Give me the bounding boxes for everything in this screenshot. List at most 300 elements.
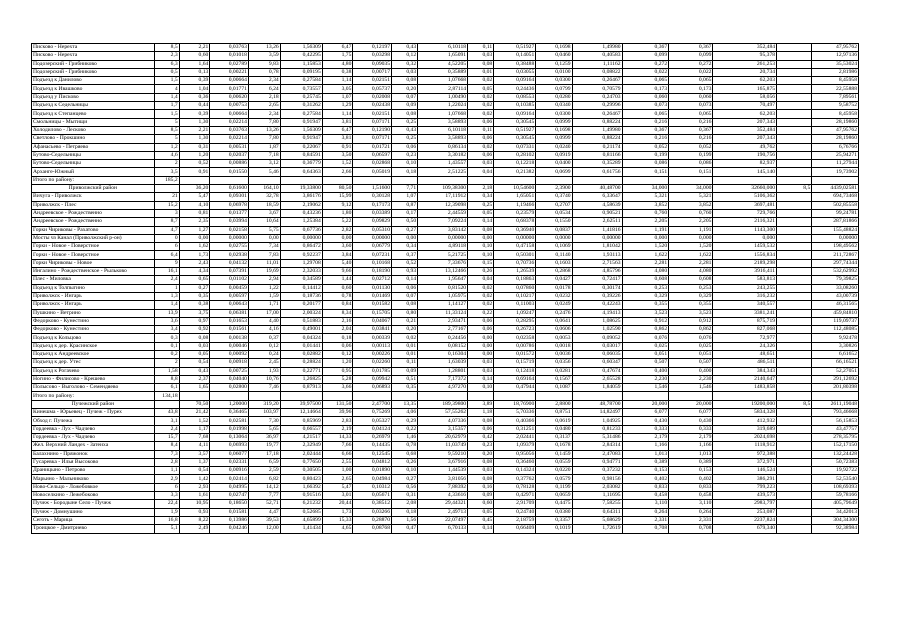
value-cell	[777, 525, 812, 533]
value-cell	[210, 392, 249, 400]
value-cell: 14,33	[322, 433, 353, 441]
value-cell	[179, 176, 210, 184]
value-cell: 1,25384	[280, 218, 322, 226]
value-cell: 0,02151	[353, 110, 392, 118]
value-cell: 1,46	[392, 433, 418, 441]
value-cell: 59,78166	[812, 492, 859, 500]
value-cell: 2,43	[179, 259, 210, 267]
value-cell: 0,78128	[494, 483, 536, 491]
value-cell: 0,05019	[353, 168, 392, 176]
value-cell: 22,55888	[812, 85, 859, 93]
value-cell	[248, 176, 280, 184]
value-cell: 0,34	[392, 243, 418, 251]
value-cell: 0,0053	[536, 334, 572, 342]
value-cell: 0,60	[322, 284, 353, 292]
value-cell	[777, 516, 812, 524]
value-cell: 0,00339	[353, 334, 392, 342]
value-cell: 2,4	[154, 276, 179, 284]
value-cell: 0,03	[468, 467, 494, 475]
value-cell: 0,14	[468, 375, 494, 383]
value-cell: 8,5	[154, 44, 179, 52]
value-cell: 4,11	[179, 442, 210, 450]
value-cell: 0,42243	[572, 301, 622, 309]
value-cell: 47,95762	[812, 126, 859, 134]
table-row	[32, 143, 859, 151]
value-cell: 384,343	[713, 367, 777, 375]
value-cell: 20,44	[322, 500, 353, 508]
row-name-cell: Подъезд к Ивашково	[32, 85, 155, 93]
value-cell: 1,65051	[494, 193, 536, 201]
value-cell: 1,4	[154, 93, 179, 101]
value-cell: 0,49001	[280, 326, 322, 334]
table-row	[32, 525, 859, 533]
value-cell: 0,912	[622, 317, 669, 325]
value-cell: 0,27	[392, 475, 418, 483]
value-cell: 0,458	[669, 492, 713, 500]
value-cell: 0,02712	[353, 276, 392, 284]
value-cell: 2,32033	[280, 268, 322, 276]
value-cell: 0,36	[179, 93, 210, 101]
value-cell: 0,01771	[210, 85, 249, 93]
value-cell: 0,0400	[536, 160, 572, 168]
value-cell: 0,84591	[280, 151, 322, 159]
value-cell: 0,14	[392, 276, 418, 284]
value-cell	[777, 301, 812, 309]
value-cell	[777, 342, 812, 350]
value-cell: 0,51	[392, 375, 418, 383]
value-cell: 0,051	[622, 350, 669, 358]
value-cell: 0,64363	[280, 168, 322, 176]
value-cell: 0,22	[468, 309, 494, 317]
value-cell	[777, 492, 812, 500]
value-cell: 0,88224	[572, 135, 622, 143]
value-cell: 0,076	[669, 334, 713, 342]
value-cell: 9,59210	[418, 450, 468, 458]
value-cell: 0,03266	[353, 508, 392, 516]
row-name-cell: Итого по району:	[32, 176, 155, 184]
value-cell: 0,458	[622, 492, 669, 500]
value-cell	[777, 317, 812, 325]
value-cell: 72,977	[713, 334, 777, 342]
value-cell: 0,20	[392, 326, 418, 334]
value-cell: 0,00597	[210, 292, 249, 300]
value-cell: 0,760	[622, 209, 669, 217]
value-cell: 112,48085	[812, 326, 859, 334]
table-row	[32, 342, 859, 350]
table-row	[32, 384, 859, 392]
value-cell: 6,70133	[418, 525, 468, 533]
value-cell: 0,608	[622, 276, 669, 284]
value-cell: 43,8	[154, 409, 179, 417]
value-cell: 0,06779	[353, 243, 392, 251]
value-cell: 1,20	[322, 359, 353, 367]
value-cell: 0,060	[622, 93, 669, 101]
value-cell: 0,24703	[572, 93, 622, 101]
value-cell: 0,38512	[353, 500, 392, 508]
value-cell: 4,52205	[418, 60, 468, 68]
value-cell: 0,02868	[353, 160, 392, 168]
value-cell: 0,00000	[572, 234, 622, 242]
value-cell: 0,27	[179, 284, 210, 292]
value-cell: 0,08	[468, 458, 494, 466]
table-row	[32, 85, 859, 93]
value-cell: 22,07497	[418, 516, 468, 524]
value-cell: 7,09224	[418, 218, 468, 226]
value-cell	[777, 102, 812, 110]
table-row	[32, 168, 859, 176]
value-cell: 8,5	[777, 400, 812, 408]
value-cell: 0,1087	[536, 384, 572, 392]
value-cell: 0,18190	[353, 268, 392, 276]
table-row	[32, 392, 859, 400]
value-cell: 36,97	[248, 433, 280, 441]
value-cell: 0,216	[622, 135, 669, 143]
value-cell: 0,086	[622, 160, 669, 168]
value-cell: 1,51600	[353, 185, 392, 193]
value-cell: 2,44559	[418, 209, 468, 217]
value-cell: 0,05737	[353, 85, 392, 93]
value-cell: 8,22	[179, 516, 210, 524]
value-cell: 0,78	[322, 292, 353, 300]
value-cell: 0,07860	[494, 284, 536, 292]
value-cell: 0,09035	[353, 60, 392, 68]
value-cell: 0,06	[468, 118, 494, 126]
value-cell: 15,7	[154, 433, 179, 441]
value-cell: 0,34	[468, 193, 494, 201]
value-cell: 82,937	[713, 160, 777, 168]
value-cell: 1,04	[179, 85, 210, 93]
value-cell: 2,179	[669, 433, 713, 441]
row-name-cell: Светлово - Прокшино	[32, 135, 155, 143]
value-cell: 0,0280	[536, 93, 572, 101]
value-cell: 4,89118	[418, 243, 468, 251]
value-cell: 0,18863	[494, 276, 536, 284]
value-cell: 0,0837	[536, 226, 572, 234]
value-cell: 2,4	[154, 425, 179, 433]
value-cell: 70,497	[713, 102, 777, 110]
value-cell: 0,05310	[353, 226, 392, 234]
value-cell: 0,264	[669, 508, 713, 516]
value-cell: 3,86176	[280, 193, 322, 201]
value-cell: 0,13064	[210, 433, 249, 441]
value-cell: 0,02358	[494, 334, 536, 342]
value-cell: 21	[154, 193, 179, 201]
table-row	[32, 201, 859, 209]
value-cell: 0,086	[669, 160, 713, 168]
value-cell: 0,01572	[494, 350, 536, 358]
table-row	[32, 276, 859, 284]
value-cell: 108,69393	[812, 483, 859, 491]
value-cell: 0,01721	[353, 143, 392, 151]
value-cell: 0,253	[669, 284, 713, 292]
value-cell: 1,80	[322, 209, 353, 217]
value-cell: 0,01581	[210, 508, 249, 516]
value-cell: 0,13986	[210, 516, 249, 524]
value-cell: 1,73	[179, 251, 210, 259]
value-cell: 1,22024	[418, 102, 468, 110]
value-cell: 2,93	[179, 483, 210, 491]
value-cell: 0,00113	[353, 342, 392, 350]
value-cell	[777, 77, 812, 85]
value-cell: 1,75	[322, 52, 353, 60]
value-cell	[777, 417, 812, 425]
value-cell: 0,04812	[353, 458, 392, 466]
value-cell: 0	[154, 234, 179, 242]
value-cell: 95,378	[713, 52, 777, 60]
value-cell: 0,02938	[210, 251, 249, 259]
value-cell: 0,367	[669, 44, 713, 52]
value-cell: 3,852	[669, 201, 713, 209]
value-cell: 12,97136	[812, 52, 859, 60]
value-cell: 0,00	[248, 234, 280, 242]
value-cell: 0,00	[468, 350, 494, 358]
value-cell: 0,40583	[572, 52, 622, 60]
value-cell: 0,0340	[536, 102, 572, 110]
value-cell: 0,31	[179, 143, 210, 151]
value-cell	[777, 442, 812, 450]
value-cell: 0,42971	[494, 492, 536, 500]
value-cell: 1,07	[322, 93, 353, 101]
value-cell: 3697,481	[713, 201, 777, 209]
value-cell: 0,3137	[536, 433, 572, 441]
value-cell: 0,36465	[210, 409, 249, 417]
value-cell: 0,10312	[353, 483, 392, 491]
value-cell: 0,2868	[536, 268, 572, 276]
row-name-cell: Подъезд к Кольцово	[32, 334, 155, 342]
value-cell: 39,96	[322, 409, 353, 417]
value-cell	[713, 176, 777, 184]
value-cell: 9,66	[322, 268, 353, 276]
value-cell: 0,11	[468, 44, 494, 52]
value-cell: 0,03841	[353, 326, 392, 334]
value-cell: 0,01890	[353, 467, 392, 475]
value-cell: 6,10118	[418, 126, 468, 134]
value-cell: 0,0427	[536, 276, 572, 284]
value-cell: 0,0356	[536, 359, 572, 367]
value-cell: 0,00753	[210, 102, 249, 110]
value-cell: 0,15	[468, 259, 494, 267]
value-cell: 7,33676	[418, 259, 468, 267]
value-cell: 1,56309	[280, 126, 322, 134]
value-cell: 7,66	[322, 442, 353, 450]
table-row	[32, 102, 859, 110]
value-cell: 0,272	[669, 60, 713, 68]
value-cell	[777, 508, 812, 516]
value-cell: 0,70736	[494, 259, 536, 267]
value-cell: 0,18	[392, 508, 418, 516]
value-cell: 3,5	[154, 168, 179, 176]
value-cell: 0,85969	[280, 417, 322, 425]
table-row	[32, 301, 859, 309]
value-cell: 291,12692	[812, 375, 859, 383]
value-cell: 4,21517	[280, 433, 322, 441]
value-cell: 0,36779	[280, 160, 322, 168]
value-cell: 6	[154, 243, 179, 251]
value-cell: 0,47944	[494, 384, 536, 392]
value-cell: 972,388	[713, 450, 777, 458]
value-cell: 0,00918	[210, 359, 249, 367]
value-cell: 0,912	[669, 317, 713, 325]
value-cell: 0,16	[468, 483, 494, 491]
value-cell: 386,291	[713, 475, 777, 483]
value-cell: 1,191	[622, 226, 669, 234]
value-cell: 1,29	[322, 102, 353, 110]
value-cell: 0,80423	[280, 475, 322, 483]
value-cell: 0,43	[392, 126, 418, 134]
value-cell: 2,19062	[280, 201, 322, 209]
value-cell: 0,02747	[210, 492, 249, 500]
value-cell: 5,65	[248, 425, 280, 433]
value-cell: 1,013	[622, 450, 669, 458]
value-cell: 2,08	[392, 500, 418, 508]
value-cell	[777, 392, 812, 400]
row-name-cell: Подозерский - Грибниково	[32, 68, 155, 76]
value-cell: 0,23	[392, 151, 418, 159]
value-cell: 0,70579	[572, 85, 622, 93]
value-cell: 0,1	[154, 342, 179, 350]
value-cell: 152,17150	[812, 442, 859, 450]
row-name-cell: Приволжск - Ингарь	[32, 292, 155, 300]
value-cell: 19,33800	[280, 185, 322, 193]
row-name-cell: Жел. Верхний Ландех - Затеиха	[32, 442, 155, 450]
value-cell	[777, 143, 812, 151]
value-cell: 33,08260	[812, 284, 859, 292]
row-name-cell: Горки Чириковы - Рахатово	[32, 226, 155, 234]
value-cell	[777, 118, 812, 126]
value-cell: 5,46	[248, 168, 280, 176]
value-cell: 6,47	[322, 126, 353, 134]
value-cell: 3,30182	[418, 151, 468, 159]
row-name-cell: Холодилово - Лесково	[32, 126, 155, 134]
value-cell: 0,1459	[536, 450, 572, 458]
value-cell: 0,01469	[353, 292, 392, 300]
value-cell: 0,01561	[210, 326, 249, 334]
value-cell: 207,343	[713, 118, 777, 126]
value-cell: 0,24436	[494, 85, 536, 93]
value-cell: 287,81866	[812, 218, 859, 226]
value-cell: 0,91947	[280, 118, 322, 126]
value-cell: 5,70336	[494, 409, 536, 417]
value-cell: 0,0240	[536, 143, 572, 151]
value-cell: 0,02	[468, 301, 494, 309]
value-cell: 0,14435	[353, 442, 392, 450]
value-cell: 0,2476	[536, 309, 572, 317]
value-cell: 439,573	[713, 492, 777, 500]
value-cell: 0,25	[392, 135, 418, 143]
value-cell: 0,36940	[494, 226, 536, 234]
value-cell: 0,216	[669, 118, 713, 126]
value-cell: 0,00664	[210, 77, 249, 85]
value-cell: 340,557	[713, 301, 777, 309]
value-cell	[468, 176, 494, 184]
value-cell: 8,34	[322, 309, 353, 317]
value-cell: 3,81	[322, 135, 353, 143]
value-cell: 22,4	[154, 500, 179, 508]
table-row	[32, 77, 859, 85]
value-cell: 7,46	[248, 384, 280, 392]
value-cell: 0,065	[622, 110, 669, 118]
table-row	[32, 292, 859, 300]
value-cell: 1,84059	[572, 384, 622, 392]
value-cell: 0,16304	[418, 350, 468, 358]
value-cell: 0,01441	[280, 342, 322, 350]
value-cell: 19,69	[248, 268, 280, 276]
value-cell: 2,45	[248, 359, 280, 367]
table-row	[32, 135, 859, 143]
value-cell	[392, 176, 418, 184]
value-cell	[622, 176, 669, 184]
value-cell: 2,03082	[572, 483, 622, 491]
table-row	[32, 226, 859, 234]
value-cell: 1,81042	[572, 243, 622, 251]
value-cell: 2116,321	[713, 218, 777, 226]
value-cell: 0,86134	[418, 143, 468, 151]
value-cell: 2,34	[248, 77, 280, 85]
value-cell: 1,63039	[418, 359, 468, 367]
value-cell: 0,0232	[536, 292, 572, 300]
value-cell	[777, 201, 812, 209]
value-cell: 1,11695	[572, 492, 622, 500]
row-name-cell: Кинешма - Юрьевец - Пучеж - Пурех	[32, 409, 155, 417]
value-cell: 0,0100	[536, 68, 572, 76]
value-cell: 11,03749	[418, 442, 468, 450]
value-cell: 0,04040	[210, 375, 249, 383]
value-cell: 1,30	[179, 118, 210, 126]
value-cell: 7,80	[248, 118, 280, 126]
value-cell: 0,03994	[210, 218, 249, 226]
value-cell: 0,862	[622, 326, 669, 334]
row-name-cell: Пучеж - Бородыне Село - Пучеж	[32, 500, 155, 508]
value-cell: 0,10	[392, 467, 418, 475]
value-cell: 57,55262	[418, 409, 468, 417]
row-name-cell: Итого по району:	[32, 392, 155, 400]
spreadsheet-table	[31, 43, 859, 534]
value-cell: 0,07231	[353, 251, 392, 259]
value-cell: 0,0220	[536, 467, 572, 475]
value-cell: 0,00	[179, 234, 210, 242]
value-cell: 28,19860	[812, 135, 859, 143]
value-cell: 0,81	[179, 209, 210, 217]
value-cell: 1,00	[322, 467, 353, 475]
value-cell: 0,44	[179, 102, 210, 110]
value-cell: 155,48824	[812, 226, 859, 234]
value-cell: 3,89	[468, 400, 494, 408]
value-cell: 0,0659	[536, 492, 572, 500]
value-cell: 0,00459	[210, 284, 249, 292]
value-cell: 0,03	[468, 160, 494, 168]
table-row	[32, 126, 859, 134]
value-cell	[622, 392, 669, 400]
value-cell: 134,18	[154, 392, 179, 400]
value-cell: 0,02214	[210, 118, 249, 126]
value-cell: 0,52685	[280, 508, 322, 516]
table-row	[32, 284, 859, 292]
value-cell: 0,00717	[353, 68, 392, 76]
row-name-cell: Троицкое - Дмитриево	[32, 525, 155, 533]
value-cell: 4,40	[248, 317, 280, 325]
value-cell: 1,62	[179, 243, 210, 251]
value-cell: 19,73902	[812, 168, 859, 176]
table-body	[32, 44, 859, 534]
value-cell: 0,60	[179, 52, 210, 60]
value-cell: 1118,912	[713, 442, 777, 450]
value-cell	[353, 176, 392, 184]
value-cell: 0,37	[392, 251, 418, 259]
value-cell: 0,52	[392, 259, 418, 267]
row-name-cell: Пучеж - Домнушино	[32, 508, 155, 516]
value-cell: 799,223	[713, 483, 777, 491]
value-cell: 2,51225	[418, 168, 468, 176]
